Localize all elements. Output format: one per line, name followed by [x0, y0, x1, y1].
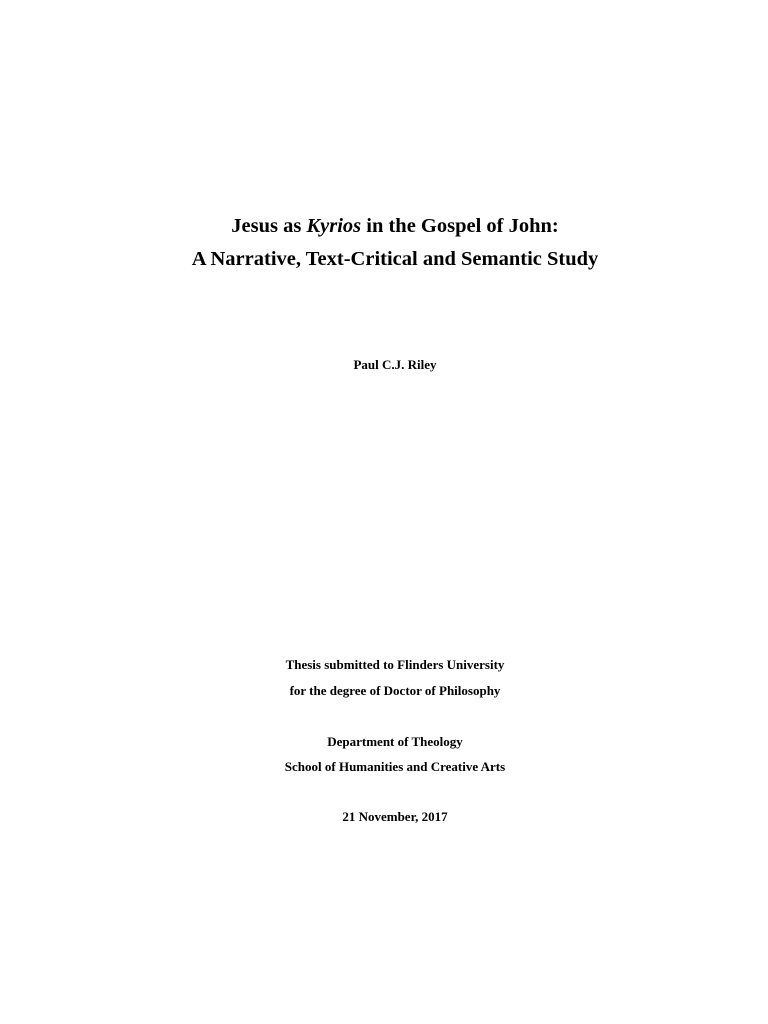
submission-statement-line-1: Thesis submitted to Flinders University — [285, 657, 505, 672]
title-italic-term: Kyrios — [306, 215, 362, 237]
title-prefix: Jesus as — [231, 215, 307, 237]
title-suffix: in the Gospel of John: — [361, 215, 559, 237]
submission-statement-line-2: for the degree of Doctor of Philosophy — [289, 683, 501, 698]
author-name: Paul C.J. Riley — [353, 357, 437, 372]
submission-date: 21 November, 2017 — [342, 809, 448, 824]
thesis-title-line-1 — [0, 214, 768, 238]
department-name: Department of Theology — [327, 734, 463, 749]
school-name: School of Humanities and Creative Arts — [284, 759, 506, 774]
thesis-subtitle: A Narrative, Text-Critical and Semantic Study — [191, 248, 599, 270]
